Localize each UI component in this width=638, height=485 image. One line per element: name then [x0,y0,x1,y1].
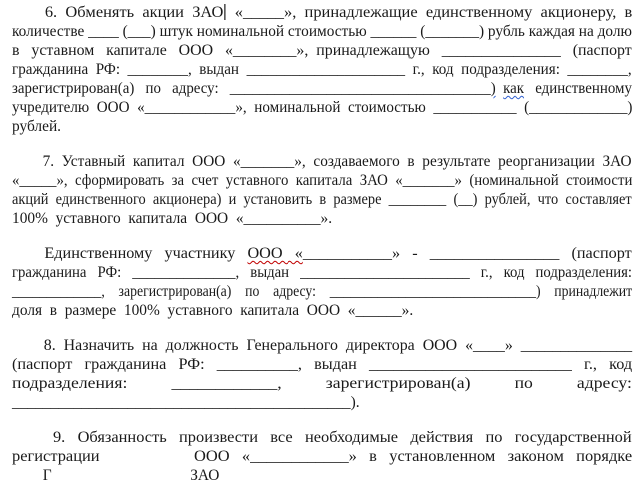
spelling-error-mark: ООО « [247,245,303,262]
sole-participant-line [12,244,632,263]
text-run: «_____», сформировать за счет уставного капитала ЗАО «_______» (номинальной стоимости [12,172,633,189]
clause-8-line [12,336,632,355]
text-run: в уставном капитале ООО «________», принадлежащую _______________ (паспорт [12,42,632,59]
clause-7-line [12,152,632,171]
clause-6-line [12,98,632,117]
clause-7-line [12,171,632,190]
text-run: 9. Обязанность произвести все необходимые действия по государственной [12,429,632,446]
clause-9-line [12,466,219,485]
clause-6-line [12,22,632,41]
clause-7-line [12,190,632,209]
grammar-error-mark: как [503,80,525,97]
clause-6-line [12,60,632,79]
text-run: учредителю ООО «____________», номинальной стоимостью ___________ (_____________) [12,99,633,116]
clause-8-line [12,374,632,393]
text-run: 100% уставного капитала ООО «__________». [12,210,333,227]
text-run: Единственному участнику [12,245,248,262]
sole-participant-line [12,263,632,282]
text-run: зарегистрирован(а) по адресу: ___________________________________ [12,80,491,97]
clause-6-line [12,41,632,60]
text-run: гражданина РФ: ________, выдан _____________________ г., код подразделения: ________, [12,61,632,78]
text-run: (паспорт гражданина РФ: __________, выдан _________________________ г., код [12,356,633,373]
text-run: 6. Обменять акции ЗАО [12,4,224,21]
clause-9-line [12,428,632,447]
clause-7-line [12,209,332,228]
text-run: единственному [524,80,632,97]
text-run: количестве ____ (___) штук номинальной стоимостью ______ (_______) рубль каждая на долю [12,23,632,40]
text-run: ____________________________________________). [12,394,360,411]
text-run: Г ЗАО [12,467,220,484]
sole-participant-line [12,282,632,301]
text-run: «_____», принадлежащие единственному акционеру, в [226,4,633,21]
sole-participant-line [12,301,413,320]
clause-8-line [12,355,632,374]
text-run: _____________, зарегистрирован(а) по адресу: ______________________________) принадлежит [12,283,633,300]
clause-6-line [12,3,632,22]
clause-8-line [12,393,360,412]
text-run: регистрации ООО «____________» в установленном законом порядке [12,448,633,465]
text-run: ___________» - ________________ (паспорт [302,245,632,262]
text-run: гражданина РФ: ______________, выдан _______________________ г., код подразделения: [12,264,632,281]
text-run: 8. Назначить на должность Генерального директора ООО «____» ______________ [12,337,633,354]
text-cursor [224,4,225,20]
text-run: 7. Уставный капитал ООО «_______», создаваемого в результате реорганизации ЗАО [12,153,632,170]
clause-6-line [12,79,632,98]
clause-6-line [12,117,61,136]
text-run: подразделения: ____________, зарегистрирован(а) по адресу: [12,375,632,392]
text-run: доля в размере 100% уставного капитала ООО «______». [12,302,414,319]
grammar-error-mark: ) [490,80,496,97]
text-run: акций единственного акционера) и установить в размере ________ (__) рублей, что составляет [12,191,632,208]
clause-9-line [12,447,632,466]
text-run: рублей. [12,118,62,135]
text-run [496,80,503,97]
